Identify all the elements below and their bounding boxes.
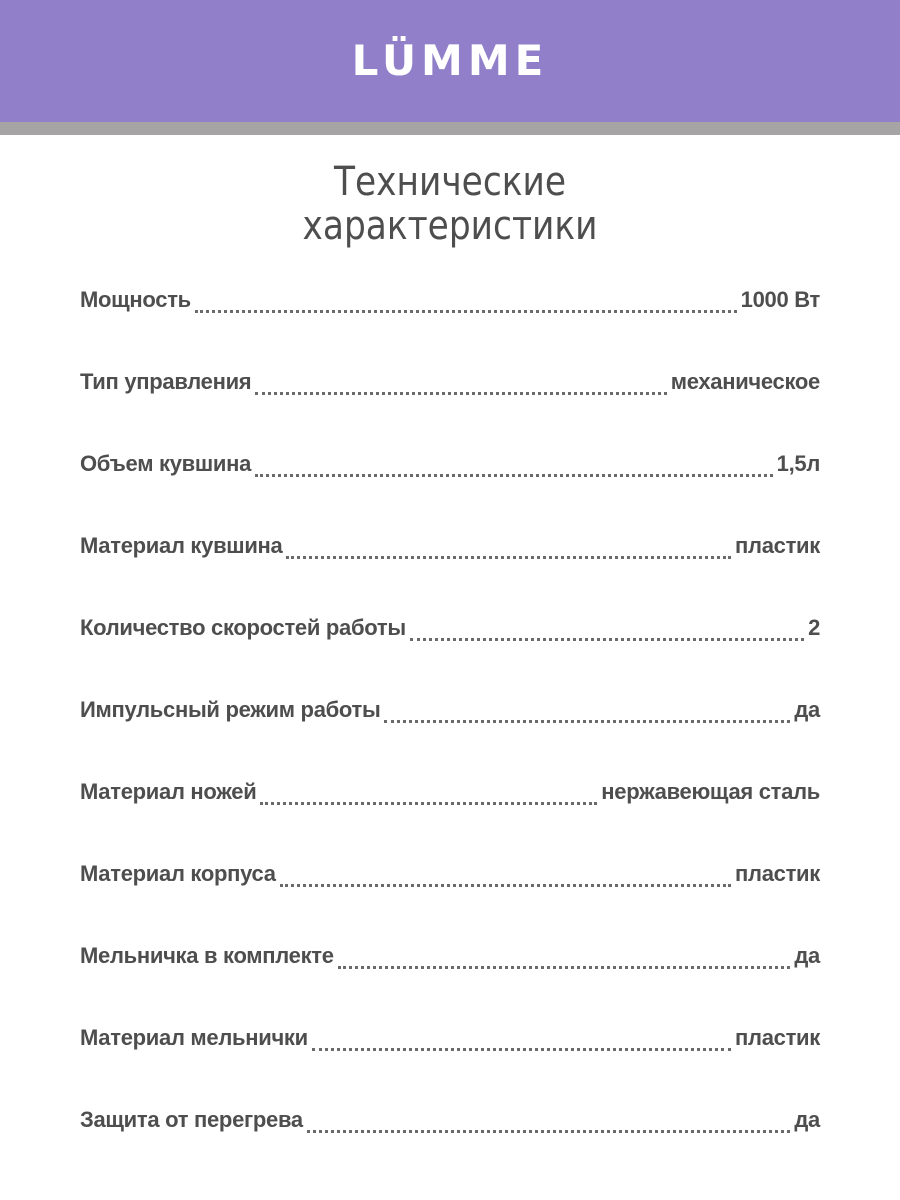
leader-dots — [255, 440, 773, 477]
spec-label: Материал ножей — [80, 779, 257, 804]
spec-row-power — [80, 276, 820, 358]
leader-dots — [338, 932, 791, 969]
leader-dots — [280, 850, 731, 887]
leader-dots — [255, 358, 666, 395]
spec-label: Импульсный режим работы — [80, 697, 381, 722]
page-title — [63, 160, 837, 248]
leader-dots — [312, 1014, 731, 1051]
spec-label: Материал корпуса — [80, 861, 276, 886]
leader-dots — [307, 1096, 791, 1133]
spec-label: Объем кувшина — [80, 451, 252, 476]
spec-value: пластик — [735, 861, 820, 886]
header-divider — [0, 122, 900, 135]
spec-value: 2 — [808, 615, 820, 640]
spec-row-pulse-mode — [80, 686, 820, 768]
leader-dots — [286, 522, 731, 559]
spec-label: Материал кувшина — [80, 533, 283, 558]
page-title-line-1: Технические — [333, 159, 567, 205]
spec-label: Защита от перегрева — [80, 1107, 303, 1132]
spec-row-overheat-protection — [80, 1096, 820, 1178]
leader-dots — [384, 686, 790, 723]
spec-row-jug-material — [80, 522, 820, 604]
spec-label: Количество скоростей работы — [80, 615, 406, 640]
spec-row-grinder-material — [80, 1014, 820, 1096]
leader-dots — [410, 604, 804, 641]
spec-row-blade-material — [80, 768, 820, 850]
spec-row-jug-volume — [80, 440, 820, 522]
spec-label: Мощность — [80, 287, 191, 312]
spec-value: пластик — [735, 1025, 820, 1050]
spec-row-speeds — [80, 604, 820, 686]
spec-value: 1000 Вт — [740, 287, 820, 312]
spec-value: пластик — [735, 533, 820, 558]
spec-list — [80, 276, 820, 1178]
spec-value: да — [794, 697, 820, 722]
header-banner — [0, 0, 900, 122]
spec-row-body-material — [80, 850, 820, 932]
spec-row-control-type — [80, 358, 820, 440]
leader-dots — [195, 276, 737, 313]
spec-label: Мельничка в комплекте — [80, 943, 334, 968]
spec-value: механическое — [670, 369, 820, 394]
leader-dots — [260, 768, 597, 805]
spec-label: Материал мельнички — [80, 1025, 308, 1050]
page-title-line-2: характеристики — [302, 203, 598, 249]
spec-value: да — [794, 943, 820, 968]
spec-row-grinder-included — [80, 932, 820, 1014]
spec-label: Тип управления — [80, 369, 252, 394]
spec-value: да — [794, 1107, 820, 1132]
spec-value: нержавеющая сталь — [601, 779, 820, 804]
brand-logo: LÜMME — [351, 35, 549, 85]
spec-value: 1,5л — [776, 451, 820, 476]
